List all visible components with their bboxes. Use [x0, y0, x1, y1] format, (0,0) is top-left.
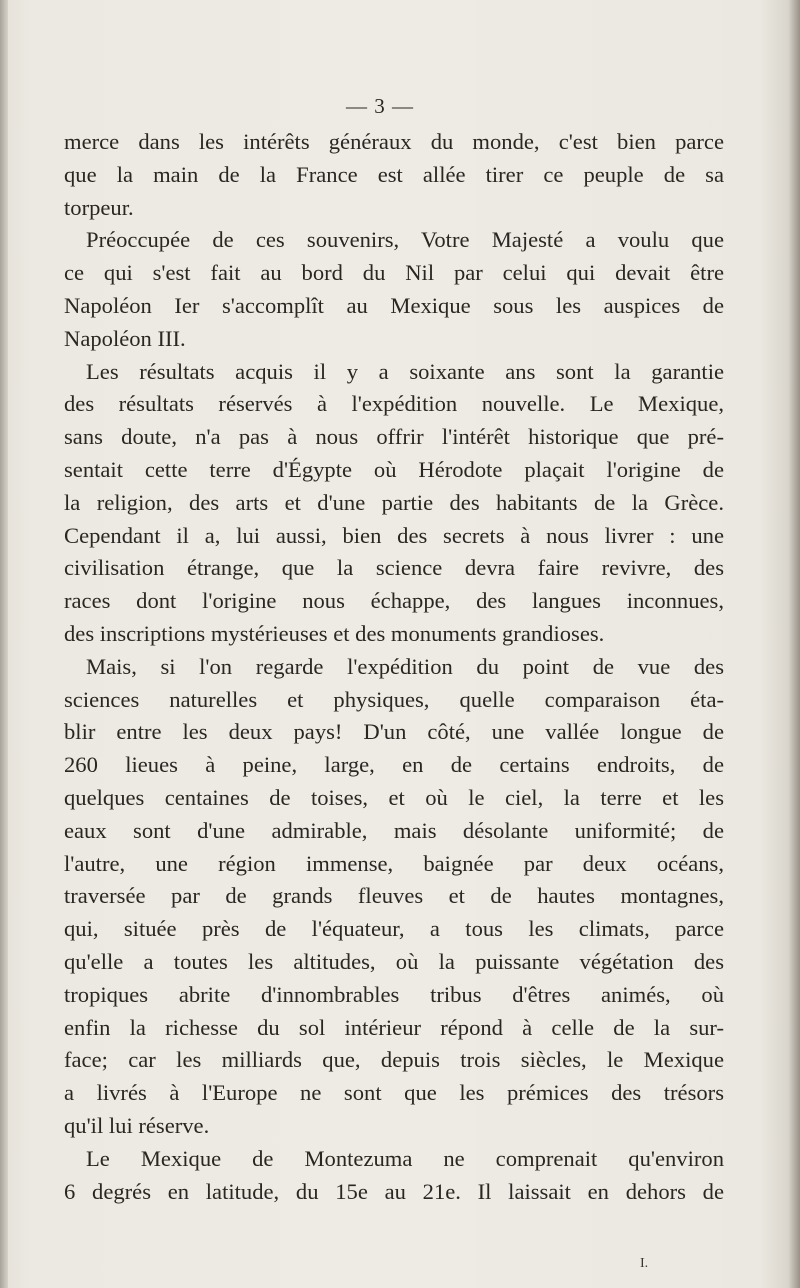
text-line: ce qui s'est fait au bord du Nil par celui qui devait être	[64, 260, 724, 286]
text-line: traversée par de grands fleuves et de hautes montagnes,	[64, 883, 724, 909]
text-line: 260 lieues à peine, large, en de certains endroits, de	[64, 752, 724, 778]
book-spine-shadow	[0, 0, 8, 1288]
signature-mark: I.	[640, 1256, 649, 1271]
body-text	[64, 126, 724, 1208]
text-line: civilisation étrange, que la science devra faire revivre, des	[64, 555, 724, 581]
text-line: 6 degrés en latitude, du 15e au 21e. Il laissait en dehors de	[64, 1178, 724, 1204]
text-line: Mais, si l'on regarde l'expédition du point de vue des	[86, 653, 724, 679]
text-line: Napoléon III.	[64, 325, 186, 351]
text-line: sans doute, n'a pas à nous offrir l'intérêt historique que pré-	[64, 424, 724, 450]
text-line: Le Mexique de Montezuma ne comprenait qu'environ	[86, 1145, 724, 1171]
text-line: merce dans les intérêts généraux du monde, c'est bien parce	[64, 129, 724, 154]
text-line: Les résultats acquis il y a soixante ans sont la garantie	[86, 358, 724, 384]
text-line: races dont l'origine nous échappe, des langues inconnues,	[64, 588, 724, 614]
text-line: blir entre les deux pays! D'un côté, une vallée longue de	[64, 719, 724, 745]
text-line: eaux sont d'une admirable, mais désolante uniformité; de	[64, 817, 724, 843]
text-line: enfin la richesse du sol intérieur répond à celle de la sur-	[64, 1014, 724, 1040]
text-line: la religion, des arts et d'une partie des habitants de la Grèce.	[64, 489, 724, 515]
text-line: Napoléon Ier s'accomplît au Mexique sous les auspices de	[64, 292, 724, 318]
text-line: quelques centaines de toises, et où le ciel, la terre et les	[64, 784, 724, 810]
text-line: a livrés à l'Europe ne sont que les prémices des trésors	[64, 1080, 724, 1106]
text-line: face; car les milliards que, depuis trois siècles, le Mexique	[64, 1047, 724, 1073]
text-line: torpeur.	[64, 194, 134, 220]
page-edge-shadow	[788, 0, 800, 1288]
page-number: — 3 —	[346, 94, 414, 118]
text-line: que la main de la France est allée tirer ce peuple de sa	[64, 161, 724, 187]
text-line: l'autre, une région immense, baignée par deux océans,	[64, 850, 724, 876]
text-line: qui, située près de l'équateur, a tous les climats, parce	[64, 916, 724, 942]
text-line: sciences naturelles et physiques, quelle comparaison éta-	[64, 686, 724, 712]
text-line: tropiques abrite d'innombrables tribus d'êtres animés, où	[64, 981, 724, 1007]
text-line: qu'il lui réserve.	[64, 1112, 210, 1138]
text-line: des résultats réservés à l'expédition nouvelle. Le Mexique,	[64, 391, 724, 417]
text-line: qu'elle a toutes les altitudes, où la puissante végétation des	[64, 948, 724, 974]
text-line: Cependant il a, lui aussi, bien des secrets à nous livrer : une	[64, 522, 724, 548]
text-line: des inscriptions mystérieuses et des monuments grandioses.	[64, 620, 605, 646]
text-line: Préoccupée de ces souvenirs, Votre Majesté a voulu que	[86, 227, 724, 253]
text-line: sentait cette terre d'Égypte où Hérodote plaçait l'origine de	[64, 456, 724, 482]
